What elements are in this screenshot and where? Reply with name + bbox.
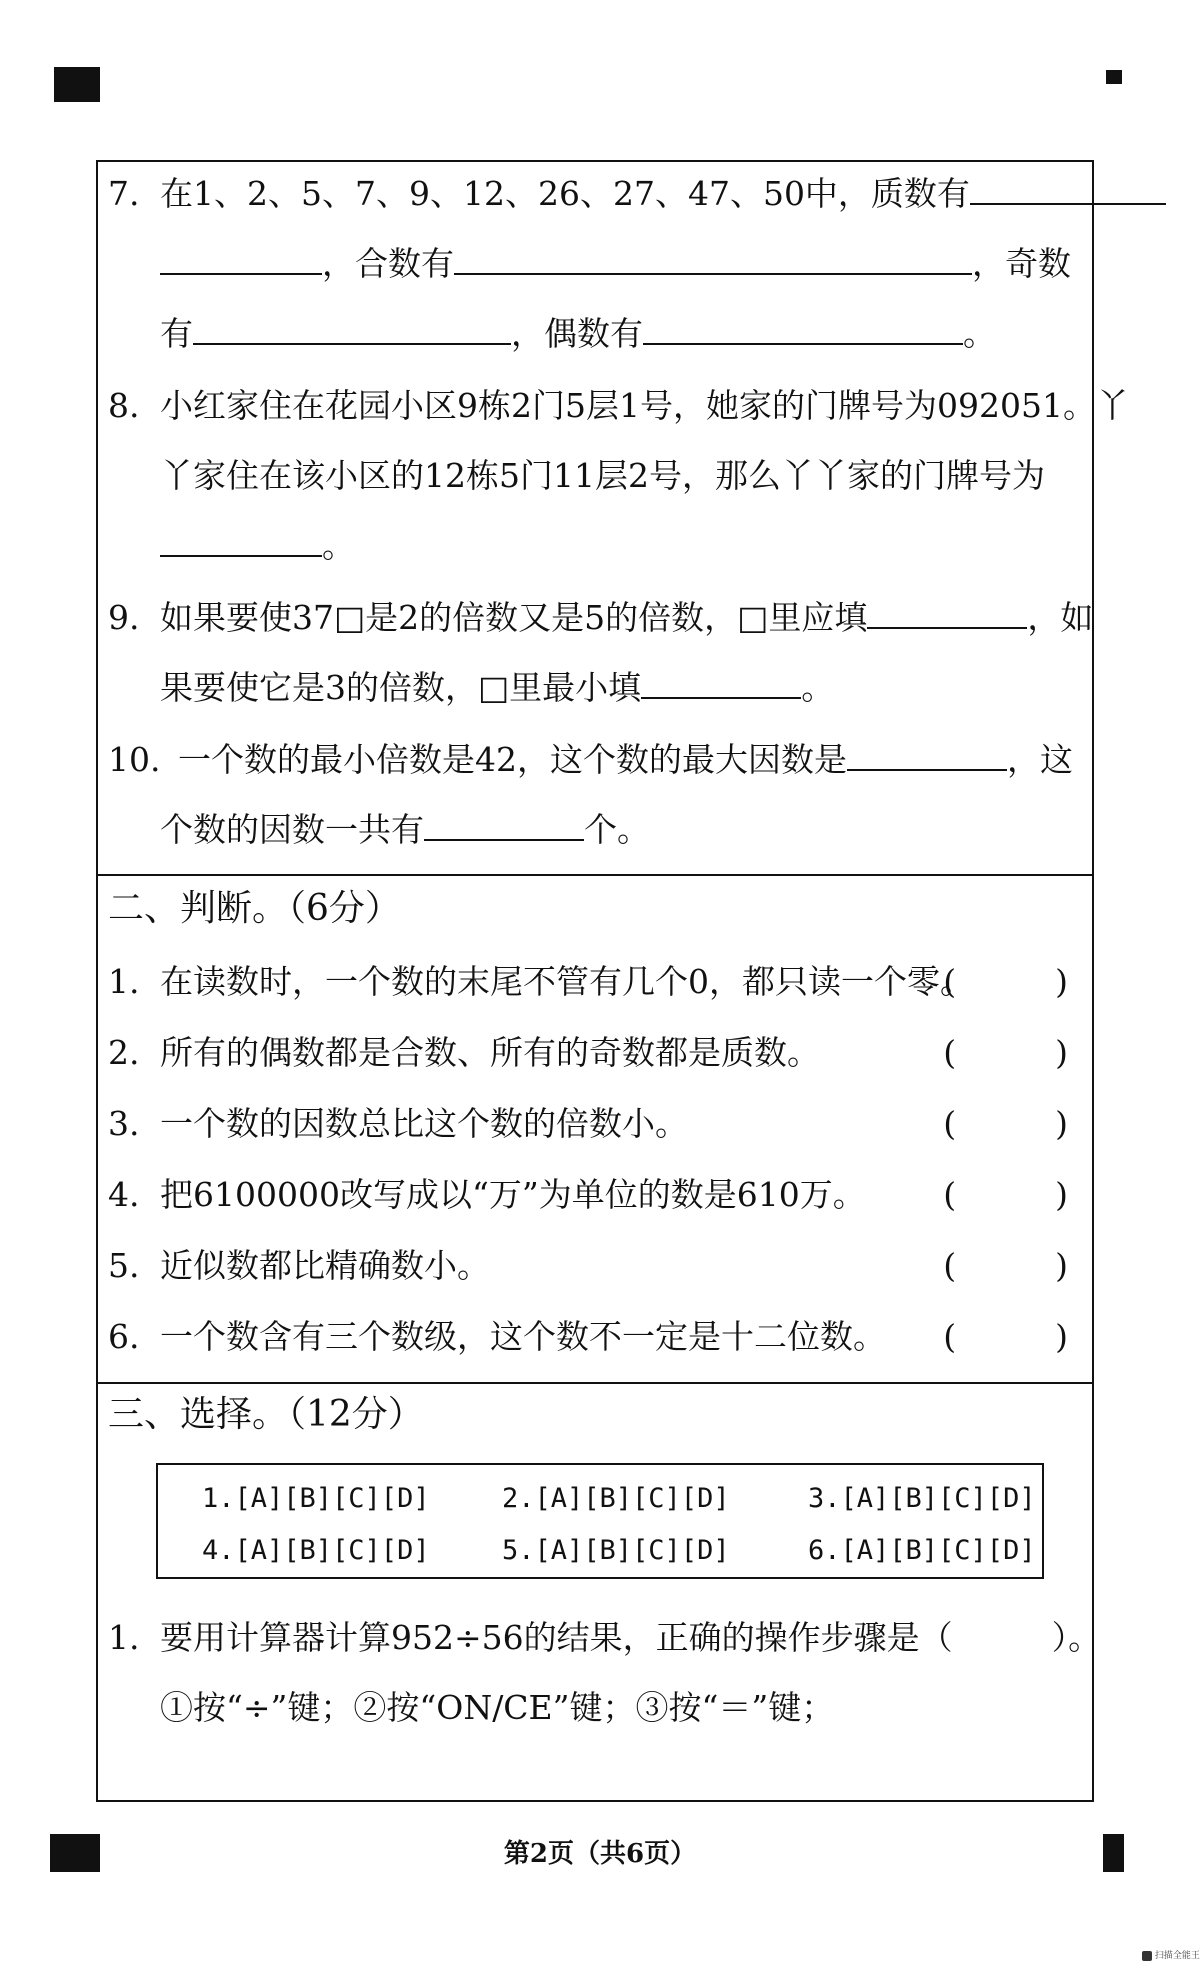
- answer-cell[interactable]: 1.[A][B][C][D]: [202, 1483, 430, 1514]
- question-7-line-2: ，合数有 ，奇数: [108, 244, 1071, 284]
- judgment-item: 1. 在读数时，一个数的末尾不管有几个0，都只读一个零。: [108, 962, 973, 1001]
- answer-blank[interactable]: [641, 671, 801, 699]
- judgment-section-title: 二、判断。（6分）: [108, 888, 401, 929]
- scanner-logo-icon: [1142, 1951, 1152, 1961]
- section-divider: [98, 874, 1092, 876]
- question-8-line-1: 8. 小红家住在花园小区9栋2门5层1号，她家的门牌号为092051。丫: [108, 386, 1129, 425]
- registration-mark-top-left: [54, 67, 100, 102]
- answer-blank[interactable]: [970, 177, 1166, 205]
- question-7-line-3: 有 ，偶数有 。: [160, 314, 996, 353]
- question-9-line-1: 9. 如果要使37□是2的倍数又是5的倍数，□里应填 ，如: [108, 598, 1094, 637]
- section-divider: [98, 1382, 1092, 1384]
- question-9-line-2: 果要使它是3的倍数，□里最小填 。: [160, 668, 835, 707]
- judgment-answer-paren[interactable]: ( ): [943, 1175, 1068, 1214]
- answer-sheet-box: [156, 1463, 1044, 1579]
- answer-blank[interactable]: [160, 529, 322, 557]
- judgment-item: 6. 一个数含有三个数级，这个数不一定是十二位数。: [108, 1317, 886, 1356]
- registration-mark-top-right: [1106, 70, 1122, 84]
- scan-app-badge: 扫描全能王: [1142, 1948, 1200, 1961]
- judgment-item: 3. 一个数的因数总比这个数的倍数小。: [108, 1104, 688, 1143]
- judgment-item: 4. 把6100000改写成以“万”为单位的数是610万。: [108, 1175, 866, 1214]
- judgment-answer-paren[interactable]: ( ): [943, 1246, 1068, 1285]
- answer-blank[interactable]: [867, 601, 1027, 629]
- question-8-line-2: 丫家住在该小区的12栋5门11层2号，那么丫丫家的门牌号为: [160, 456, 1045, 495]
- judgment-answer-paren[interactable]: ( ): [943, 1317, 1068, 1356]
- question-10-line-2: 个数的因数一共有 个。: [160, 810, 650, 849]
- answer-cell[interactable]: 5.[A][B][C][D]: [502, 1535, 730, 1566]
- question-8-line-3: 。: [108, 526, 355, 566]
- answer-cell[interactable]: 6.[A][B][C][D]: [808, 1535, 1036, 1566]
- answer-cell[interactable]: 4.[A][B][C][D]: [202, 1535, 430, 1566]
- answer-blank[interactable]: [424, 813, 584, 841]
- judgment-answer-paren[interactable]: ( ): [943, 1104, 1068, 1143]
- answer-blank[interactable]: [454, 247, 972, 275]
- answer-cell[interactable]: 3.[A][B][C][D]: [808, 1483, 1036, 1514]
- judgment-answer-paren[interactable]: ( ): [943, 962, 1068, 1001]
- choice-question-1-steps: ①按“÷”键；②按“ON/CE”键；③按“＝”键；: [160, 1688, 835, 1727]
- page-footer: 第2页（共6页）: [503, 1839, 697, 1869]
- answer-blank[interactable]: [193, 317, 511, 345]
- question-10-line-1: 10. 一个数的最小倍数是42，这个数的最大因数是 ，这: [108, 740, 1073, 779]
- choice-question-1: 1. 要用计算器计算952÷56的结果，正确的操作步骤是（ ）。: [108, 1618, 1102, 1657]
- judgment-item: 2. 所有的偶数都是合数、所有的奇数都是质数。: [108, 1033, 820, 1072]
- choice-section-title: 三、选择。（12分）: [108, 1394, 424, 1435]
- judgment-answer-paren[interactable]: ( ): [943, 1033, 1068, 1072]
- exam-page-frame: [96, 160, 1129, 1802]
- answer-cell[interactable]: 2.[A][B][C][D]: [502, 1483, 730, 1514]
- judgment-item: 5. 近似数都比精确数小。: [108, 1246, 490, 1285]
- answer-blank[interactable]: [847, 743, 1007, 771]
- answer-blank[interactable]: [643, 317, 963, 345]
- answer-blank[interactable]: [160, 247, 322, 275]
- question-7-line-1: 7. 在1、2、5、7、9、12、26、27、47、50中，质数有: [108, 174, 1166, 214]
